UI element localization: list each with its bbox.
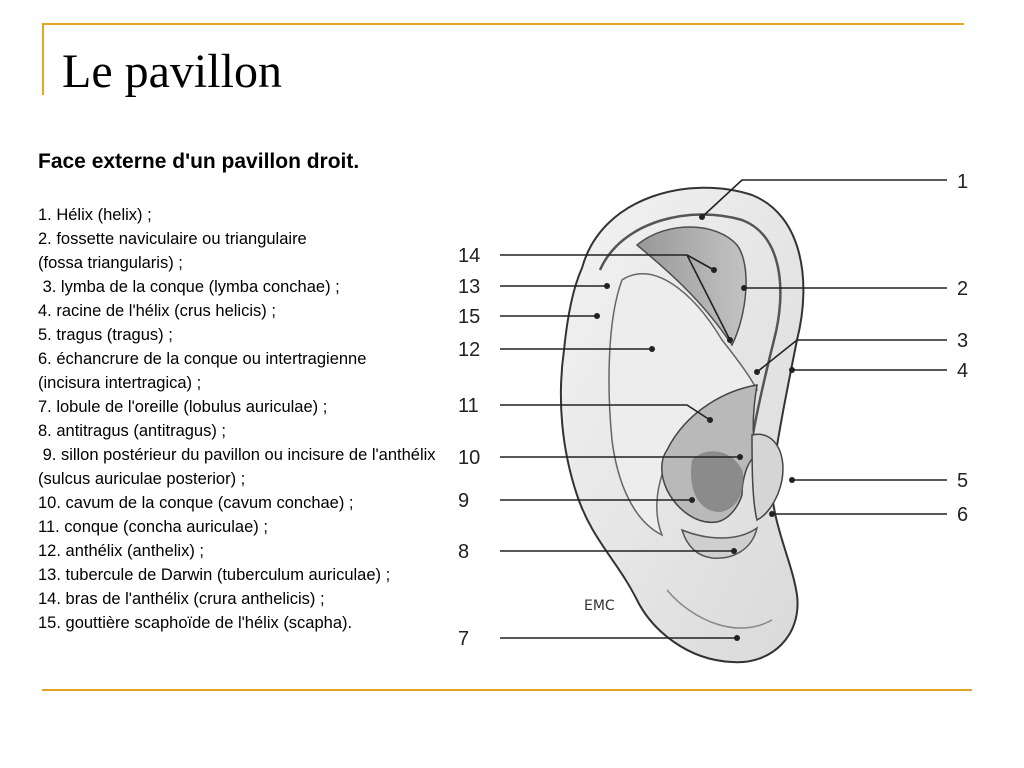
legend-item: 3. lymba de la conque (lymba conchae) ; <box>38 278 340 296</box>
legend-item: 15. gouttière scaphoïde de l'hélix (scapha). <box>38 614 353 632</box>
ear-diagram <box>452 150 992 680</box>
legend-item: 1. Hélix (helix) ; <box>38 206 152 224</box>
label-13: 13 <box>458 276 481 298</box>
legend-item: 6. échancrure de la conque ou intertragienne <box>38 350 367 368</box>
label-2: 2 <box>957 278 969 300</box>
leader-dot-12 <box>649 346 655 352</box>
leader-dot-5 <box>789 477 795 483</box>
leader-dot-14b <box>727 337 733 343</box>
legend-item: 14. bras de l'anthélix (crura anthelicis) ; <box>38 590 325 608</box>
legend-item: (fossa triangularis) ; <box>38 254 183 272</box>
leader-dot-9 <box>689 497 695 503</box>
leader-dot-13 <box>604 283 610 289</box>
left-rule <box>42 23 44 95</box>
legend-item: 9. sillon postérieur du pavillon ou incisure de l'anthélix <box>38 446 436 464</box>
leader-dot-6 <box>769 511 775 517</box>
leader-dot-1 <box>699 214 705 220</box>
label-1: 1 <box>957 171 969 193</box>
legend-item: 10. cavum de la conque (cavum conchae) ; <box>38 494 354 512</box>
ear-illustration <box>452 150 992 680</box>
leader-dot-11 <box>707 417 713 423</box>
leader-dot-8 <box>731 548 737 554</box>
leader-dot-2 <box>741 285 747 291</box>
slide-subtitle: Face externe d'un pavillon droit. <box>38 150 360 173</box>
label-10: 10 <box>458 447 481 469</box>
label-5: 5 <box>957 470 969 492</box>
label-12: 12 <box>458 339 481 361</box>
label-9: 9 <box>458 490 470 512</box>
leader-dot-7 <box>734 635 740 641</box>
legend-item: 7. lobule de l'oreille (lobulus auriculae) ; <box>38 398 328 416</box>
label-7: 7 <box>458 628 470 650</box>
bottom-rule <box>42 689 972 691</box>
label-11: 11 <box>458 395 479 417</box>
leader-dot-10 <box>737 454 743 460</box>
legend-item: 8. antitragus (antitragus) ; <box>38 422 227 440</box>
label-14: 14 <box>458 245 481 267</box>
legend-item: 12. anthélix (anthelix) ; <box>38 542 205 560</box>
label-3: 3 <box>957 330 969 352</box>
label-6: 6 <box>957 504 969 526</box>
label-15: 15 <box>458 306 481 328</box>
legend-item: (sulcus auriculae posterior) ; <box>38 470 246 488</box>
slide-title: Le pavillon <box>62 45 282 98</box>
leader-dot-15 <box>594 313 600 319</box>
label-4: 4 <box>957 360 969 382</box>
legend-item: 5. tragus (tragus) ; <box>38 326 173 344</box>
legend-item: 11. conque (concha auriculae) ; <box>38 518 268 536</box>
leader-dot-3 <box>754 369 760 375</box>
legend-list <box>38 203 443 635</box>
top-rule <box>42 23 964 25</box>
legend-item: 13. tubercule de Darwin (tuberculum auriculae) ; <box>38 566 391 584</box>
label-8: 8 <box>458 541 470 563</box>
leader-dot-14a <box>711 267 717 273</box>
emc-watermark: EMC <box>584 598 615 614</box>
leader-dot-4 <box>789 367 795 373</box>
legend-item: (incisura intertragica) ; <box>38 374 202 392</box>
legend-item: 2. fossette naviculaire ou triangulaire <box>38 230 307 248</box>
legend-item: 4. racine de l'hélix (crus helicis) ; <box>38 302 276 320</box>
tragus <box>752 434 783 520</box>
